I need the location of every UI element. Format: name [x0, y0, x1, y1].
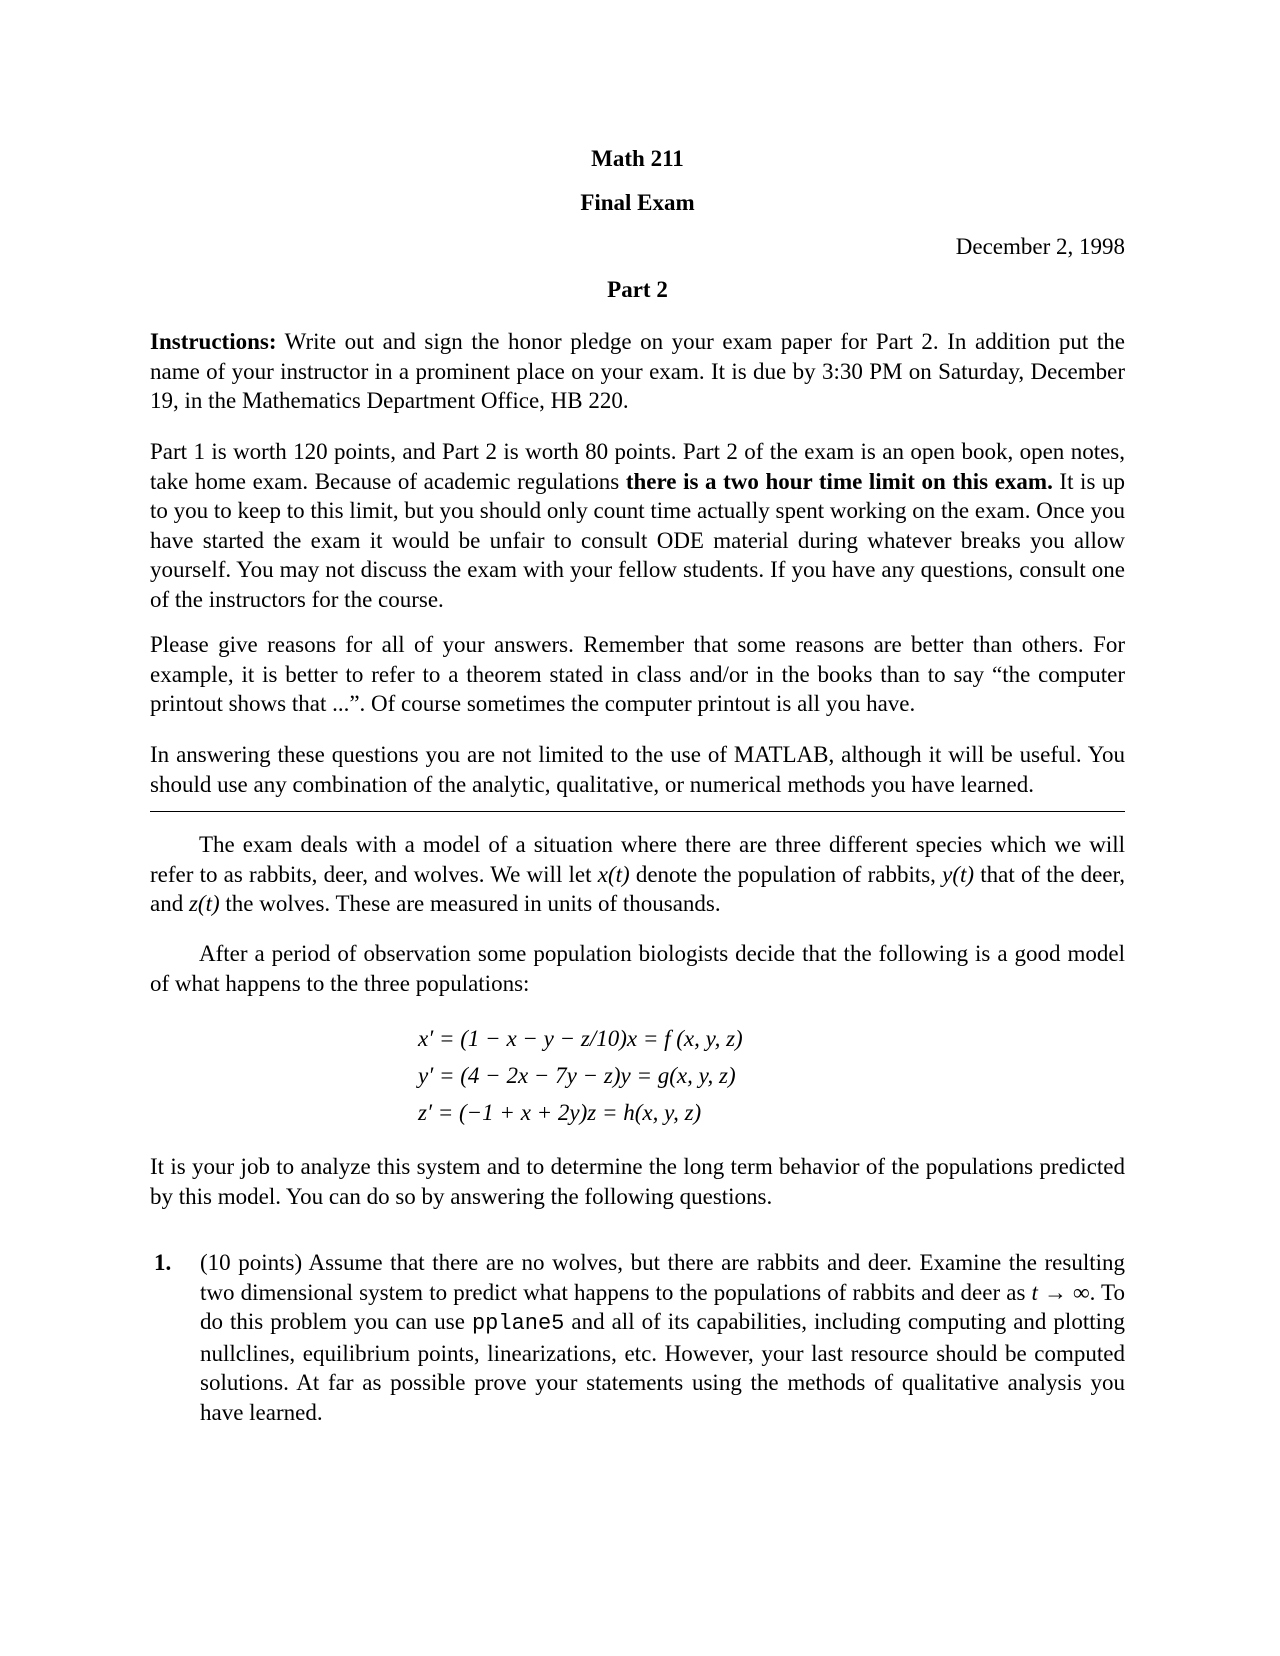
rabbit-variable: x(t)	[597, 861, 630, 887]
equation-system	[418, 1020, 938, 1131]
question-1-text-3: and all of its capabilities, including computing and plotting nullclines, equilibrium points, linearizations, etc. However, your last resource should be computed solutions. At far as possible prove your statements using the methods of qualitative analysis you have learned.	[200, 1309, 1125, 1425]
equation-x: x′ = (1 − x − y − z/10)x = f (x, y, z)	[418, 1026, 743, 1051]
limit-expression: t → ∞	[1031, 1279, 1090, 1305]
model-intro-text-4: the wolves. These are measured in units of thousands.	[219, 891, 721, 916]
instructions-label: Instructions:	[150, 329, 277, 354]
observation-paragraph: After a period of observation some population biologists decide that the following is a good model of what happens to the three populations:	[150, 941, 1125, 996]
points-text-after: It is up to you to keep to this limit, but you should only count time actually spent working on the exam. Once you have started the exam it would be unfair to consult ODE material during whatever breaks you allow yourself. You may not discuss the exam with your fellow students. If you have any questions, consult one of the instructors for the course.	[150, 468, 1125, 612]
model-intro-paragraph	[150, 830, 1125, 919]
equation-z: z′ = (−1 + x + 2y)z = h(x, y, z)	[418, 1100, 702, 1125]
course-title: Math 211	[591, 146, 684, 171]
job-paragraph: It is your job to analyze this system and to determine the long term behavior of the populations predicted by this model. You can do so by answering the following questions.	[150, 1154, 1125, 1209]
wolf-variable: z(t)	[188, 891, 220, 916]
equation-y: y′ = (4 − 2x − 7y − z)y = g(x, y, z)	[418, 1063, 736, 1088]
instructions-paragraph	[150, 327, 1125, 416]
section-divider	[150, 811, 1125, 812]
deer-variable: y(t)	[942, 861, 975, 887]
question-1-text-1: (10 points) Assume that there are no wolves, but there are rabbits and deer. Examine the resulting two dimensional system to predict what happens to the populations of rabbits and deer as	[200, 1250, 1125, 1305]
instructions-text: Write out and sign the honor pledge on your exam paper for Part 2. In addition put the name of your instructor in a prominent place on your exam. It is due by 3:30 PM on Saturday, December 19, in the Mathematics Department Office, HB 220.	[150, 329, 1125, 413]
model-intro-text-2: denote the population of rabbits,	[629, 861, 943, 887]
matlab-paragraph: In answering these questions you are not limited to the use of MATLAB, although it will be useful. You should use any combination of the analytic, qualitative, or numerical methods you have learned.	[150, 742, 1125, 797]
reasons-paragraph: Please give reasons for all of your answers. Remember that some reasons are better than others. For example, it is better to refer to a theorem stated in class and/or in the books than to say “the computer printout shows that ...”. Of course sometimes the computer printout is all you have.	[150, 632, 1125, 716]
exam-date: December 2, 1998	[955, 234, 1125, 259]
model-intro-text-1: The exam deals with a model of a situation where there are three different species which we will refer to as rabbits, deer, and wolves. We will let	[150, 832, 1125, 887]
question-1-text-2: . To do this problem you can use	[200, 1279, 1125, 1334]
part-title: Part 2	[607, 277, 668, 302]
time-limit-notice: there is a two hour time limit on this exam.	[625, 468, 1053, 494]
points-paragraph	[150, 437, 1125, 614]
points-text-before: Part 1 is worth 120 points, and Part 2 is worth 80 points. Part 2 of the exam is an open book, open notes, take home exam. Because of academic regulations	[150, 439, 1125, 494]
pplane-command: pplane5	[471, 1311, 565, 1336]
question-number: 1.	[154, 1250, 172, 1275]
question-1-text	[200, 1248, 1125, 1427]
model-intro-text-3: that of the deer, and	[150, 861, 1126, 916]
exam-title: Final Exam	[580, 190, 695, 215]
